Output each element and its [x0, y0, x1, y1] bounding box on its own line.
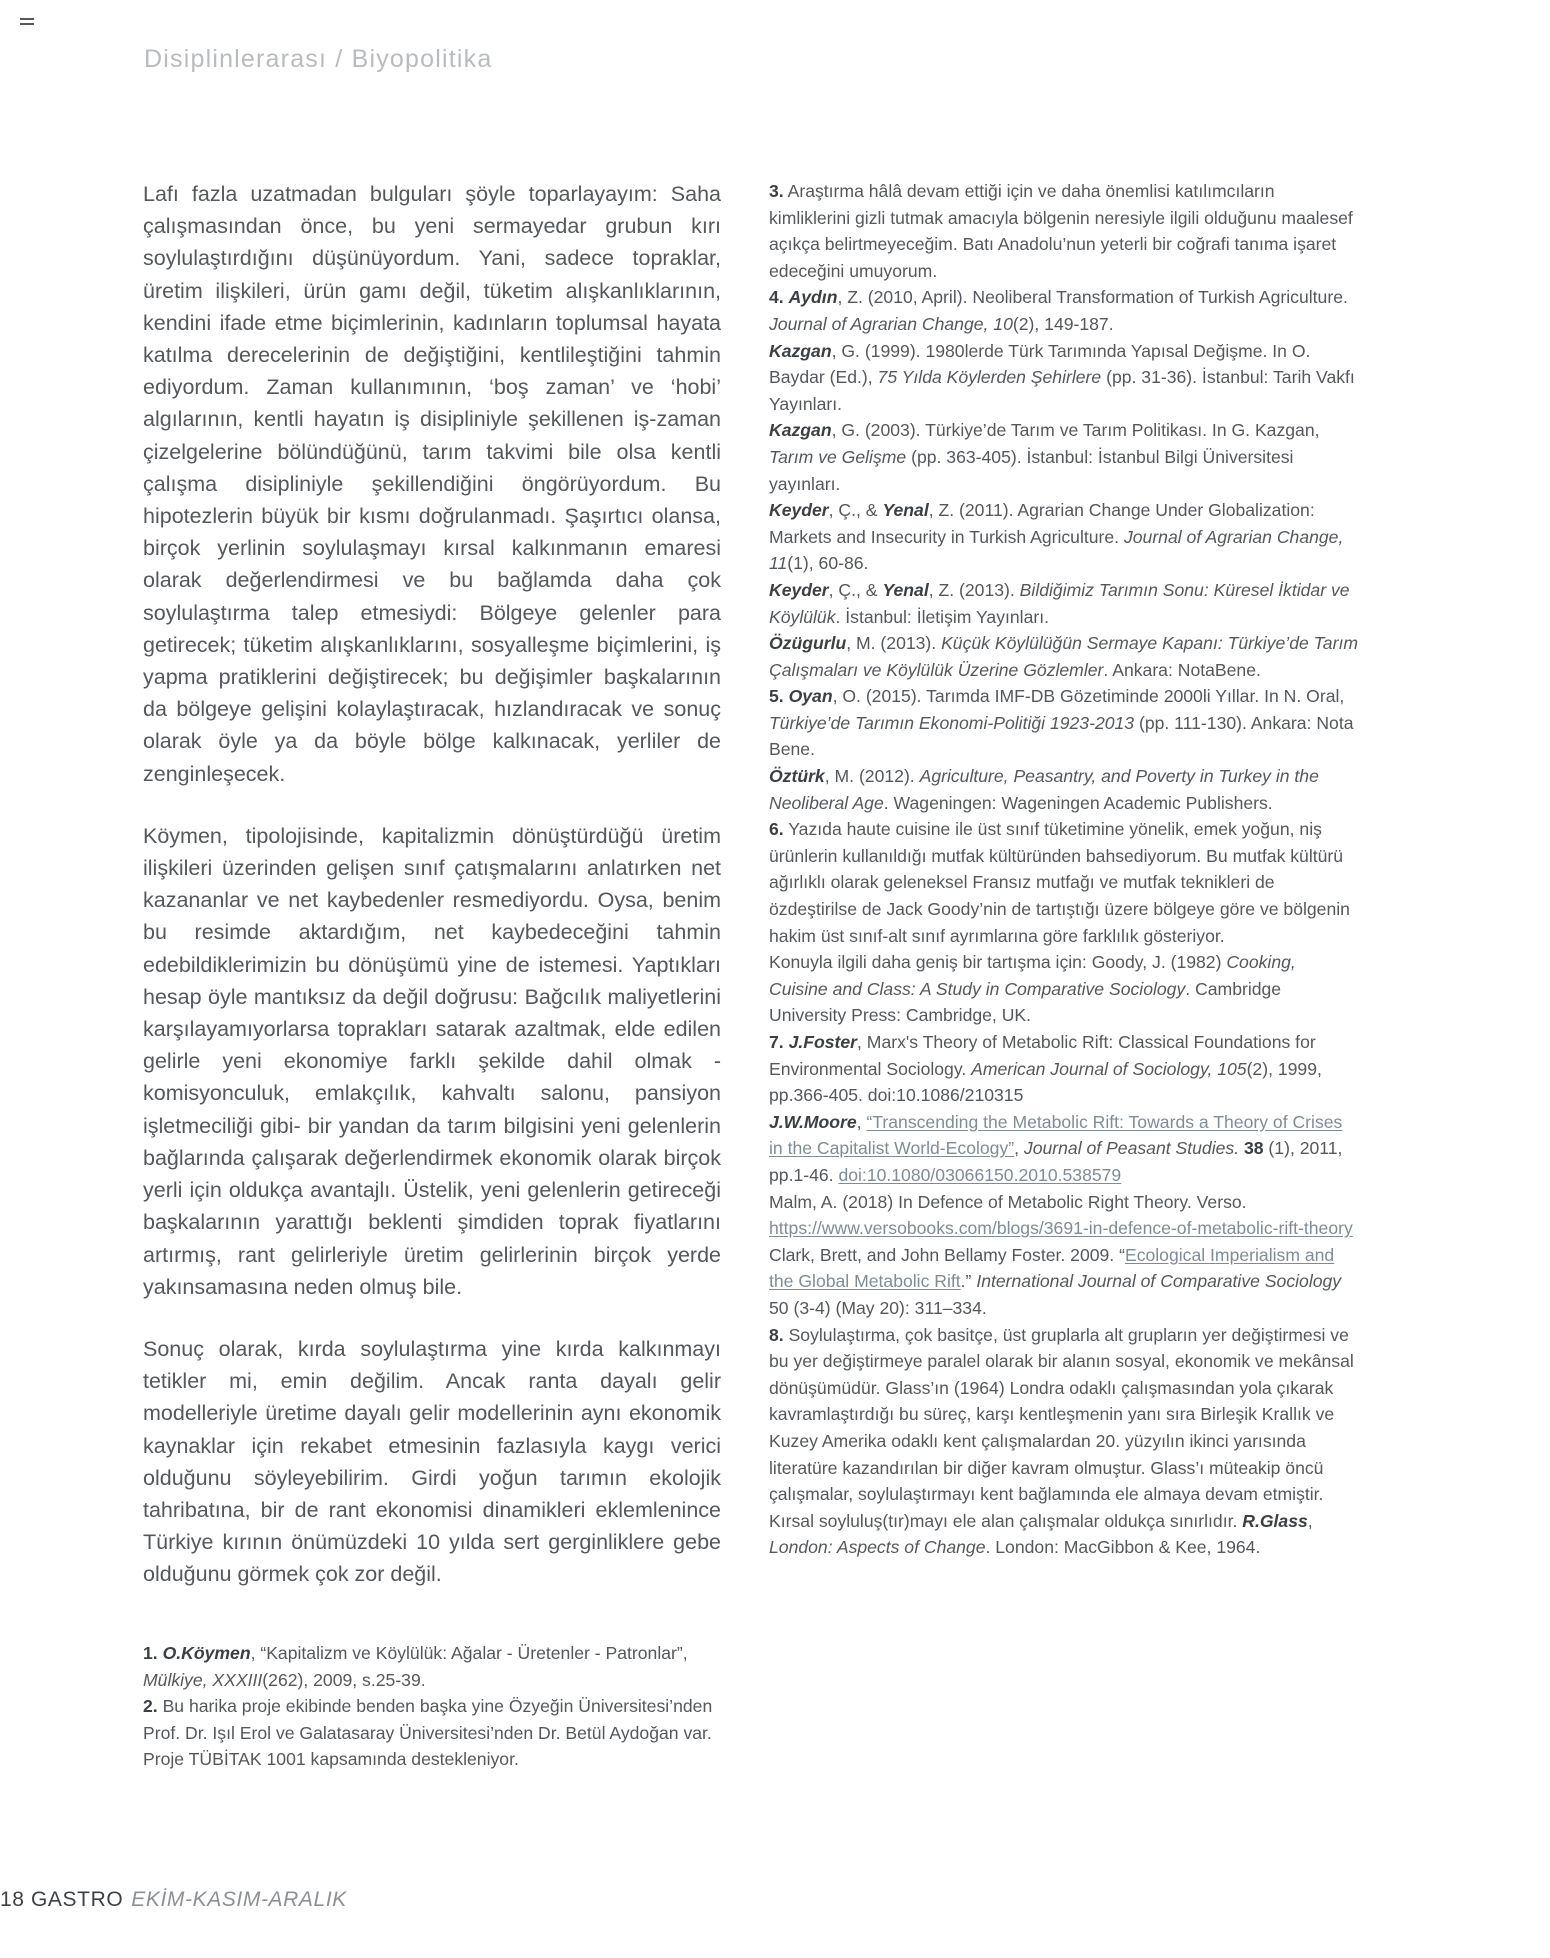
reference-list: [769, 178, 1359, 1561]
reference-entry-text: , G. (1999). 1980lerde Türk Tarımında Yapısal Değişme. In O. Baydar (Ed.),: [769, 340, 1311, 388]
reference-entry-text: (2), 149-187.: [1012, 313, 1114, 334]
footnote-entry-text: , “Kapitalizm ve Köylülük: Ağalar - Üretenler - Patronlar”,: [250, 1643, 688, 1663]
body-paragraph: Lafı fazla uzatmadan bulguları şöyle toparlayayım: Saha çalışmasından önce, bu yeni sermayedar grubun kırı soylulaştırdığını düşünüyordum. Yani, sadece topraklar, üretim ilişkileri, ürün gamı değil, tüketim alışkanlıklarının, kendini ifade etme biçimlerinin, kadınların toplumsal hayata katılma derecelerinin de değiştiğini, kentlileştiğini tahmin ediyordum. Zaman kullanımının, ‘boş zaman’ ve ‘hobi’ algılarının, kentli hayatın iş disipliniyle şekillenen iş-zaman çizelgelerine bölündüğünü, tarım takvimi bile olsa kentli çalışma disipliniyle şekillendiğini öngörüyordum. Bu hipotezlerin büyük bir kısmı doğrulanmadı. Şaşırtıcı olansa, birçok yerlinin soylulaşmayı kırsal kalkınmanın emaresi olarak değerlendirmesi ve bu bağlamda daha çok soylulaştırma talep etmesiydi: Bölgeye gelenler para getirecek; tüketim alışkanlıklarını, sosyalleşme biçimlerini, iş yapma pratiklerini değiştirecek; bu değişimler başkalarının da bölgeye gelişini kolaylaştıracak, hızlandıracak ve sonuç olarak öyle ya da böyle bölge kalkınacak, yerliler de zenginleşecek.: [143, 182, 721, 786]
footnotes-block: [143, 1640, 721, 1773]
reference-entry-text: . Cambridge University Press: Cambridge, UK.: [769, 978, 1282, 1026]
reference-entry: [769, 763, 1359, 816]
reference-entry-author: Özügurlu: [769, 633, 847, 654]
reference-entry-text: (pp. 111-130). Ankara: Nota Bene.: [769, 712, 1354, 760]
running-head: Disiplinlerarası / Biyopolitika: [144, 45, 493, 73]
reference-entry-author: R.Glass: [1242, 1510, 1308, 1531]
footnote-entry-text: (262), 2009, s.25-39.: [262, 1669, 426, 1690]
reference-entry-text: Malm, A. (2018) In Defence of Metabolic Right Theory. Verso.: [769, 1191, 1247, 1212]
reference-entry: [769, 1242, 1359, 1322]
reference-entry-author: Kazgan: [769, 420, 832, 441]
reference-entry-italic: Journal of Agrarian Change, 11: [769, 526, 1344, 574]
reference-entry-text: , M. (2013).: [846, 633, 942, 654]
reference-entry-italic: International Journal of Comparative Sociology: [976, 1271, 1342, 1292]
reference-entry: [769, 178, 1359, 284]
footnote-entry-italic: Mülkiye, XXXIII: [143, 1669, 263, 1690]
reference-entry-text: , Z. (2010, April). Neoliberal Transformation of Turkish Agriculture.: [837, 287, 1348, 308]
reference-entry: [769, 1109, 1359, 1189]
reference-entry: [769, 630, 1359, 683]
reference-entry-text: . İstanbul: İletişim Yayınları.: [835, 606, 1050, 627]
reference-entry-author: Yenal: [882, 500, 929, 521]
reference-entry-link[interactable]: Ecological Imperialism and the Global Metabolic Rift: [769, 1244, 1335, 1292]
reference-entry-text: Clark, Brett, and John Bellamy Foster. 2009. “: [769, 1244, 1125, 1265]
reference-entry-italic: Bildiğimiz Tarımın Sonu: Küresel İktidar ve Köylülük: [769, 579, 1350, 627]
reference-entry-text: , Z. (2011). Agrarian Change Under Globalization: Markets and Insecurity in Turkish Agriculture.: [769, 500, 1315, 547]
page-footer: [0, 1888, 1550, 1912]
reference-entry-text: . London: MacGibbon & Kee, 1964.: [985, 1537, 1261, 1558]
reference-entry-text: , G. (2003). Türkiye’de Tarım ve Tarım Politikası. In G. Kazgan,: [831, 420, 1320, 441]
reference-entry-link[interactable]: https://www.versobooks.com/blogs/3691-in-defence-of-metabolic-rift-theory: [769, 1218, 1353, 1239]
reference-entry-text: Araştırma hâlâ devam ettiği için ve daha önemlisi katılımcıların kimliklerini gizli tutmak amacıyla bölgenin neresiyle ilgili olduğunu maalesef açıkça belirtmeyeceğim. Batı Anadolu’nun yeterli bir coğrafi tanıma işaret edeceğini umuyorum.: [769, 181, 1353, 281]
reference-entry-bold: 38: [1243, 1138, 1264, 1159]
reference-entry: [769, 683, 1359, 763]
reference-entry-link[interactable]: doi:10.1080/03066150.2010.538579: [838, 1164, 1122, 1185]
reference-entry-italic: American Journal of Sociology, 105: [971, 1058, 1247, 1079]
reference-entry-text: (1), 2011, pp.1-46.: [769, 1138, 1343, 1185]
right-column-references: [769, 178, 1359, 1591]
reference-entry-text: , Marx's Theory of Metabolic Rift: Classical Foundations for Environmental Sociology.: [769, 1032, 1316, 1079]
reference-entry-italic: Küçük Köylülüğün Sermaye Kapanı: Türkiye’de Tarım Çalışmaları ve Köylülük Üzerine Gözlemler: [769, 633, 1358, 680]
footnote-entry: [143, 1640, 721, 1693]
reference-entry-italic: Journal of Peasant Studies.: [1023, 1138, 1244, 1159]
reference-entry-italic: 75 Yılda Köylerden Şehirlere: [877, 367, 1102, 388]
reference-entry-italic: London: Aspects of Change: [769, 1537, 986, 1558]
reference-entry-italic: Agriculture, Peasantry, and Poverty in Turkey in the Neoliberal Age: [769, 766, 1319, 813]
reference-entry: [769, 1189, 1359, 1242]
reference-entry-text: ,: [1014, 1138, 1024, 1159]
reference-entry-text: .”: [960, 1271, 977, 1292]
reference-entry-author: Aydın: [788, 287, 838, 308]
reference-entry-author: Kazgan: [769, 340, 832, 361]
footnote-list: [143, 1640, 721, 1773]
reference-entry: [769, 1029, 1359, 1109]
reference-entry-text: , O. (2015). Tarımda IMF-DB Gözetiminde 2000li Yıllar. In N. Oral,: [832, 686, 1345, 707]
reference-entry-text: Soylulaştırma, çok basitçe, üst gruplarla alt grupların yer değiştirmesi ve bu yer değiştirmeye paralel olarak bir alanın sosyal, ekonomik ve mekânsal dönüşümüdür. Glass’ın (1964) Londra odaklı çalışmasından yola çıkarak kavramlaştırdığı bu süreç, karşı kentleşmenin yanı sıra Birleşik Krallık ve Kuzey Amerika odaklı kent çalışmalardan 20. yüzyılın ikinci yarısında literatüre kazandırılan bir diğer kavram olmuştur. Glass’ı müteakip öncü çalışmalar, soylulaştırmayı kent bağlamında ele almaya devam etmiştir. Kırsal soyluluş(tır)mayı ele alan çalışmalar oldukça sınırlıdır.: [769, 1324, 1354, 1531]
reference-entry-author: J.W.Moore: [769, 1111, 857, 1132]
reference-entry-text: Konuyla ilgili daha geniş bir tartışma için: Goody, J. (1982): [769, 952, 1227, 973]
reference-entry-bold: 8.: [769, 1324, 784, 1345]
footnote-entry: [143, 1693, 721, 1773]
crop-mark-icon: [20, 18, 34, 28]
reference-entry-author: Yenal: [882, 579, 929, 600]
reference-entry: [769, 816, 1359, 949]
reference-entry-text: 50 (3-4) (May 20): 311–334.: [769, 1297, 987, 1318]
footnote-entry-number: 1.: [143, 1643, 158, 1663]
reference-entry: [769, 949, 1359, 1029]
reference-entry-link[interactable]: “Transcending the Metabolic Rift: Towards a Theory of Crises in the Capitalist World-Ecology”: [769, 1111, 1343, 1159]
reference-entry: [769, 417, 1359, 497]
reference-entry: [769, 1322, 1359, 1561]
footnote-entry-author: O.Köymen: [157, 1643, 251, 1663]
reference-entry-author: Öztürk: [769, 766, 825, 787]
reference-entry-text: ,: [856, 1111, 867, 1132]
reference-entry-bold: 6.: [769, 819, 784, 840]
reference-entry-text: , Ç., &: [828, 579, 883, 600]
reference-entry-text: , M. (2012).: [824, 766, 920, 787]
body-paragraph: Sonuç olarak, kırda soylulaştırma yine kırda kalkınmayı tetikler mi, emin değilim. Ancak ranta dayalı gelir modelleriyle üretime dayalı gelir modellerinin aynı ekonomik kaynaklar için rekabet etmesinin fazlasıyla kaygı verici olduğunu söyleyebilirim. Girdi yoğun tarımın ekolojik tahribatına, bir de rant ekonomisi dinamikleri eklemlenince Türkiye kırının önümüzdeki 10 yılda sert gerginliklere gebe olduğunu görmek çok zor değil.: [143, 1336, 721, 1587]
reference-entry-bold: 4.: [769, 287, 789, 308]
reference-entry-text: (pp. 31-36). İstanbul: Tarih Vakfı Yayınları.: [769, 367, 1355, 414]
reference-entry-italic: Journal of Agrarian Change, 10: [769, 313, 1013, 334]
footnote-entry-number: 2.: [143, 1696, 158, 1717]
reference-entry-italic: Tarım ve Gelişme: [769, 446, 907, 467]
reference-entry-text: , Ç., &: [828, 500, 883, 521]
reference-entry: [769, 577, 1359, 630]
reference-entry-italic: Cooking, Cuisine and Class: A Study in Comparative Sociology: [769, 952, 1296, 999]
reference-entry-text: . Ankara: NotaBene.: [1103, 659, 1261, 680]
footnote-entry-text: Bu harika proje ekibinde benden başka yine Özyeğin Üniversitesi’nden Prof. Dr. Işıl Erol ve Galatasaray Üniversitesi’nden Dr. Betül Aydoğan var. Proje TÜBİTAK 1001 kapsamında destekleniyor.: [143, 1696, 713, 1770]
reference-entry-text: , Z. (2013).: [928, 579, 1020, 600]
reference-entry-text: Yazıda haute cuisine ile üst sınıf tüketimine yönelik, emek yoğun, niş ürünlerin kullanıldığı mutfak kültüründen bahsediyorum. Bu mutfak kültürü ağırlıklı olarak geleneksel Fransız mutfağı ve mutfak teknikleri de özdeştirilse de Jack Goody’nin de tartıştığı üzere bölgeye göre ve bölgenin hakim üst sınıf-alt sınıf ayrımlarına göre farklılık gösteriyor.: [769, 819, 1350, 946]
reference-entry-author: Oyan: [788, 686, 833, 707]
left-column: [143, 178, 721, 1591]
reference-entry-author: Keyder: [769, 500, 829, 521]
reference-entry-text: (1), 60-86.: [787, 553, 869, 574]
folio-number: 18 GASTRO: [0, 1888, 124, 1911]
body-paragraph: Köymen, tipolojisinde, kapitalizmin dönüştürdüğü üretim ilişkileri üzerinden gelişen sınıf çatışmalarını anlatırken net kazananlar ve net kaybedenler resmediyordu. Oysa, benim bu resimde aktardığım, net kaybedeceğini tahmin edebildiklerimizin bu dönüşümü yine de istemesi. Yaptıkları hesap öyle mantıksız da değil doğrusu: Bağcılık maliyetlerini karşılayamıyorlarsa toprakları satarak azaltmak, elde edilen gelirle yeni ekonomiye farklı şekilde dahil olmak -komisyonculuk, emlakçılık, kahvaltı salonu, pansiyon işletmeciliği gibi- bir yandan da tarım bilgisini yeni gelenlerin bağlarında çalışarak değerlendirmek ekonomik olarak birçok yerli için oldukça avantajlı. Üstelik, yeni gelenlerin getireceği başkalarının yarattığı beklenti şimdiden toprak fiyatlarını artırmış, rant gelirleriyle üretim gelirlerinin birçok yerde yakınsamasına neden olmuş bile.: [143, 823, 721, 1299]
reference-entry-author: Keyder: [769, 579, 829, 600]
reference-entry: [769, 497, 1359, 577]
reference-entry-text: . Wageningen: Wageningen Academic Publishers.: [883, 792, 1273, 813]
issue-date: EKİM-KASIM-ARALIK: [131, 1888, 347, 1911]
reference-entry-italic: Türkiye’de Tarımın Ekonomi-Politiği 1923-2013: [769, 712, 1135, 733]
reference-entry-bold: 5.: [769, 686, 789, 707]
reference-entry-text: ,: [1307, 1510, 1313, 1531]
reference-entry: [769, 338, 1359, 418]
reference-entry-text: (2), 1999, pp.366-405. doi:10.1086/210315: [769, 1058, 1322, 1106]
reference-entry-bold: 7.: [769, 1032, 789, 1052]
reference-entry-text: (pp. 363-405). İstanbul: İstanbul Bilgi Üniversitesi yayınları.: [769, 446, 1294, 494]
reference-entry-author: J.Foster: [788, 1032, 858, 1052]
reference-entry-bold: 3.: [769, 181, 784, 201]
page-content-grid: [143, 178, 1403, 1591]
reference-entry: [769, 284, 1359, 337]
